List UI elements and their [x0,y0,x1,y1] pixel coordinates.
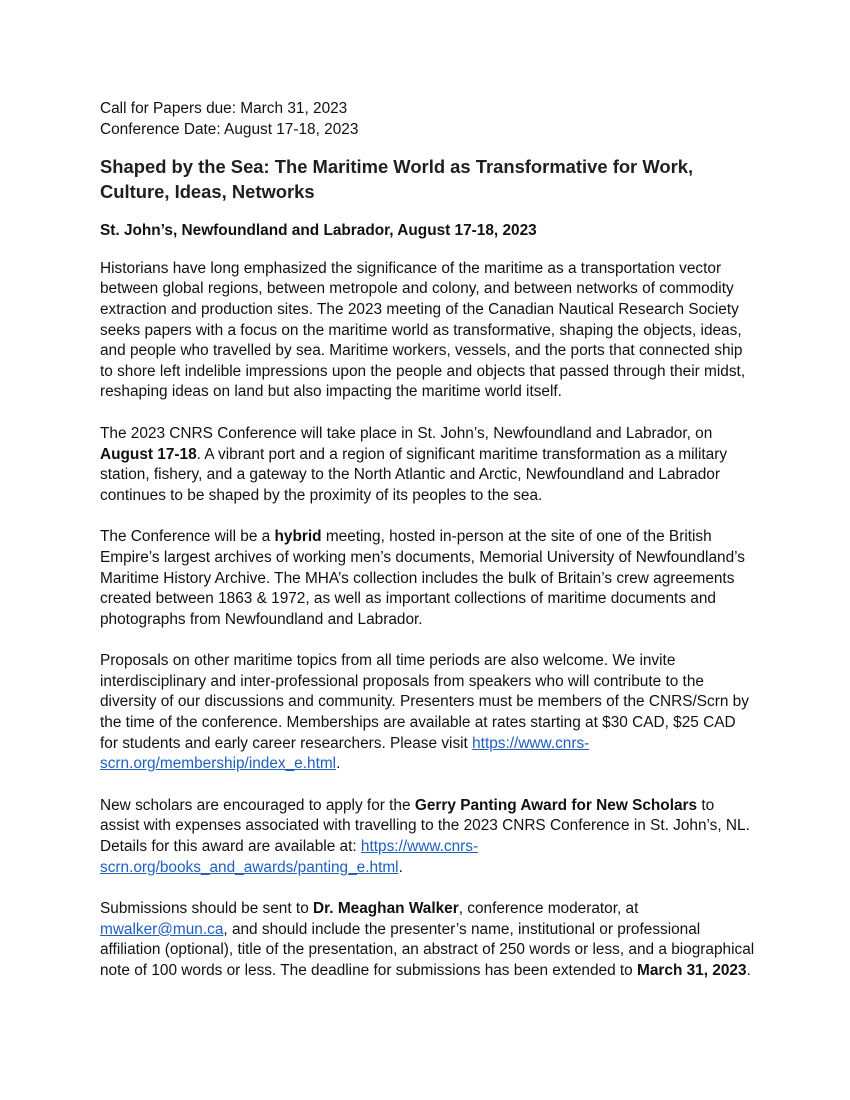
paragraph-conference-location [100,424,756,506]
text-segment: , conference moderator, at [458,900,639,918]
text-segment: , and should include the presenter’s name, institutional or professional affiliation (optional), title of the presentation, an abstract of 250 words or less, and a biographical note of 100 words or less. The deadline for submissions has been extended to [100,920,755,979]
hybrid-bold: hybrid [274,528,322,546]
text-segment: meeting, hosted in-person at the site of one of the British Empire’s largest archives of working men’s documents, Memorial University of Newfoundland’s Maritime History Archive. The MHA’s collection includes the bulk of Britain’s crew agreements created between 1863 & 1972, as well as important collections of maritime documents and photographs from Newfoundland and Labrador. [100,528,745,628]
text-segment: . [398,858,403,876]
moderator-name-bold: Dr. Meaghan Walker [313,900,459,918]
membership-link[interactable]: https://www.cnrs-scrn.org/membership/index_e.html [100,734,590,773]
paragraph-hybrid-meeting [100,527,756,630]
paragraph-intro: Historians have long emphasized the significance of the maritime as a transportation vector between global regions, between metropole and colony, and between networks of commodity extraction and production sites. The 2023 meeting of the Canadian Nautical Research Society seeks papers with a focus on the maritime world as transformative, shaping the objects, ideas, and people who travelled by sea. Maritime workers, vessels, and the ports that connected ship to shore left indelible impressions upon the people and objects that passed through their midst, reshaping ideas on land but also impacting the maritime world itself. [100,259,746,401]
email-link[interactable]: mwalker@mun.ca [100,920,224,938]
paragraph-submissions [100,899,756,981]
paragraph-proposals [100,651,756,775]
document-page [100,99,756,982]
text-segment: to assist with expenses associated with travelling to the 2023 CNRS Conference in St. John’s, NL. Details for this award are available at: [100,796,750,856]
location-heading: St. John’s, Newfoundland and Labrador, August 17-18, 2023 [100,222,537,240]
text-segment: The 2023 CNRS Conference will take place in St. John’s, Newfoundland and Labrador, on [100,424,713,442]
deadline-date-bold: March 31, 2023 [637,962,747,979]
conference-date-line: Conference Date: August 17-18, 2023 [100,120,359,138]
text-segment: . A vibrant port and a region of significant maritime transformation as a military station, fishery, and a gateway to the North Atlantic and Arctic, Newfoundland and Labrador continues to be shaped by the proximity of its peoples to the sea. [100,445,728,504]
text-segment: . [336,755,341,773]
document-title: Shaped by the Sea: The Maritime World as Transformative for Work, Culture, Ideas, Networks [100,156,694,203]
award-link[interactable]: https://www.cnrs-scrn.org/books_and_awards/panting_e.html [100,838,479,876]
text-segment: New scholars are encouraged to apply for the [100,796,415,814]
award-name-bold: Gerry Panting Award for New Scholars [414,796,698,814]
text-segment: Submissions should be sent to [100,900,314,918]
paragraph-award [100,796,756,878]
cfp-due-line: Call for Papers due: March 31, 2023 [100,100,348,117]
text-segment: Proposals on other maritime topics from all time periods are also welcome. We invite interdisciplinary and inter-professional proposals from speakers who will contribute to the diversity of our discussions and community. Presenters must be members of the CNRS/Scrn by the time of the conference. Memberships are available at rates starting at $30 CAD, $25 CAD for students and early career researchers. Please visit [100,652,749,752]
text-segment: . [746,962,751,979]
conference-dates-bold: August 17-18 [100,445,197,463]
text-segment: The Conference will be a [100,528,275,546]
